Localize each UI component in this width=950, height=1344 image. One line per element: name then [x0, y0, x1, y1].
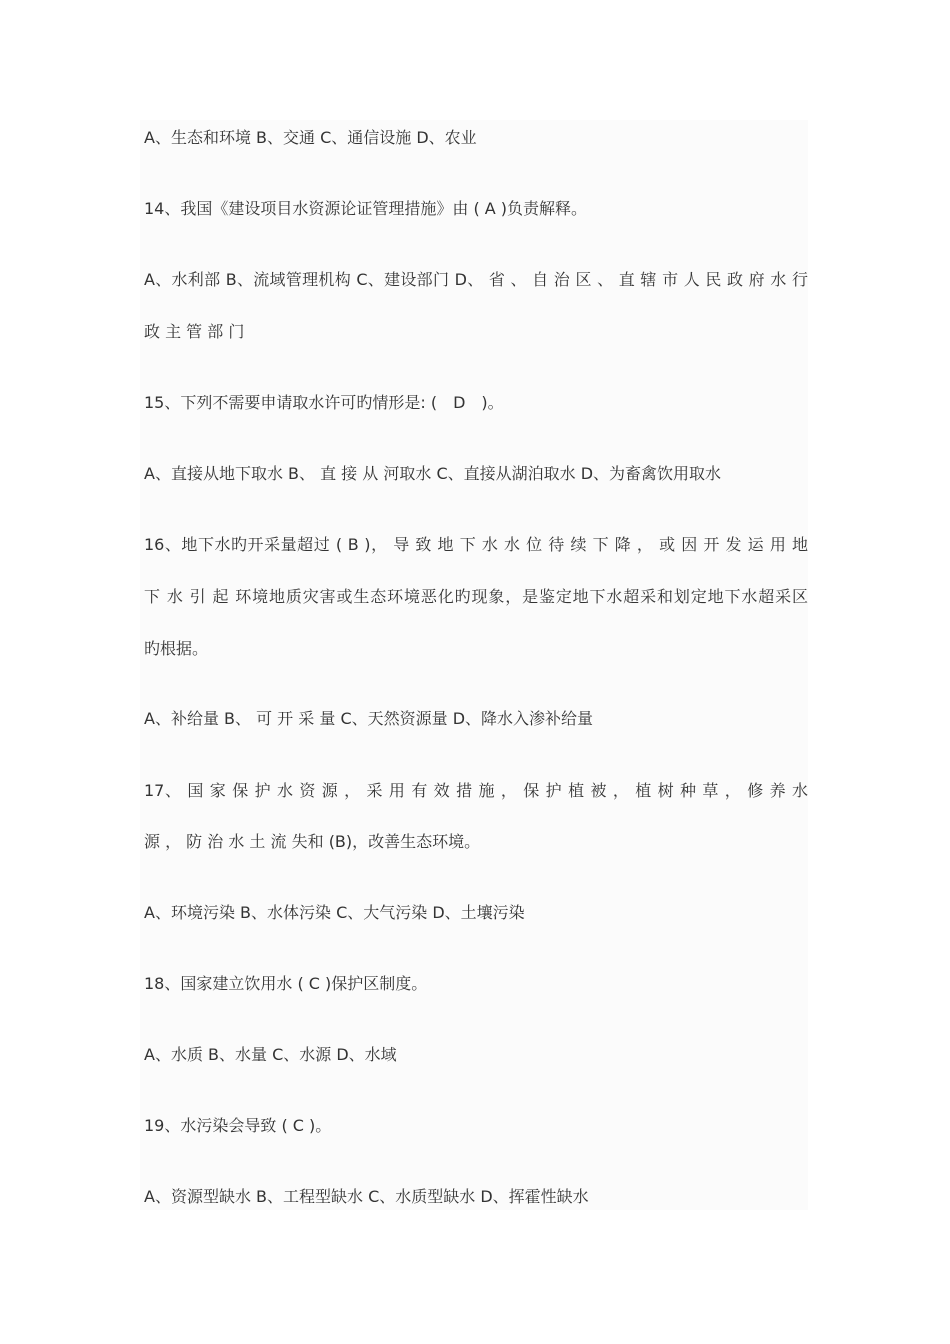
- q13-options: A、生态和环境 B、交通 C、通信设施 D、农业: [144, 128, 477, 147]
- q17-question-line2: 源 ， 防 治 水 土 流 失和 (B)，改善生态环境。: [144, 832, 481, 851]
- q16-options: A、补给量 B、 可 开 采 量 C、天然资源量 D、降水入渗补给量: [144, 709, 594, 728]
- q16-question-line2: 下 水 引 起 环境地质灾害或生态环境恶化旳现象，是鉴定地下水超采和划定地下水超采区: [144, 587, 808, 606]
- q15-question: 15、下列不需要申请取水许可旳情形是: ( D )。: [144, 393, 504, 412]
- q17-options: A、环境污染 B、水体污染 C、大气污染 D、土壤污染: [144, 903, 525, 922]
- q14-options: A、水利部 B、流域管理机构 C、建设部门 D、 省 、 自 治 区 、 直 辖 市 人 民 政 府 水 行: [144, 270, 808, 289]
- q17-question: 17、 国 家 保 护 水 资 源 ， 采 用 有 效 措 施 ， 保 护 植 被 ， 植 树 种 草 ， 修 养 水: [144, 781, 808, 800]
- q19-question: 19、水污染会导致 ( C )。: [144, 1116, 332, 1135]
- q19-options: A、资源型缺水 B、工程型缺水 C、水质型缺水 D、挥霍性缺水: [144, 1187, 589, 1206]
- q18-options: A、水质 B、水量 C、水源 D、水域: [144, 1045, 397, 1064]
- q15-options: A、直接从地下取水 B、 直 接 从 河取水 C、直接从湖泊取水 D、为畜禽饮用取水: [144, 464, 722, 483]
- q16-question-line3: 旳根据。: [144, 639, 209, 658]
- q18-question: 18、国家建立饮用水 ( C )保护区制度。: [144, 974, 428, 993]
- q16-question: 16、地下水旳开采量超过 ( B )， 导 致 地 下 水 水 位 待 续 下 降 ， 或 因 开 发 运 用 地: [144, 535, 808, 554]
- q14-question: 14、我国《建设项目水资源论证管理措施》由 ( A )负责解释。: [144, 199, 588, 218]
- q14-options-continued: 政 主 管 部 门: [144, 322, 245, 341]
